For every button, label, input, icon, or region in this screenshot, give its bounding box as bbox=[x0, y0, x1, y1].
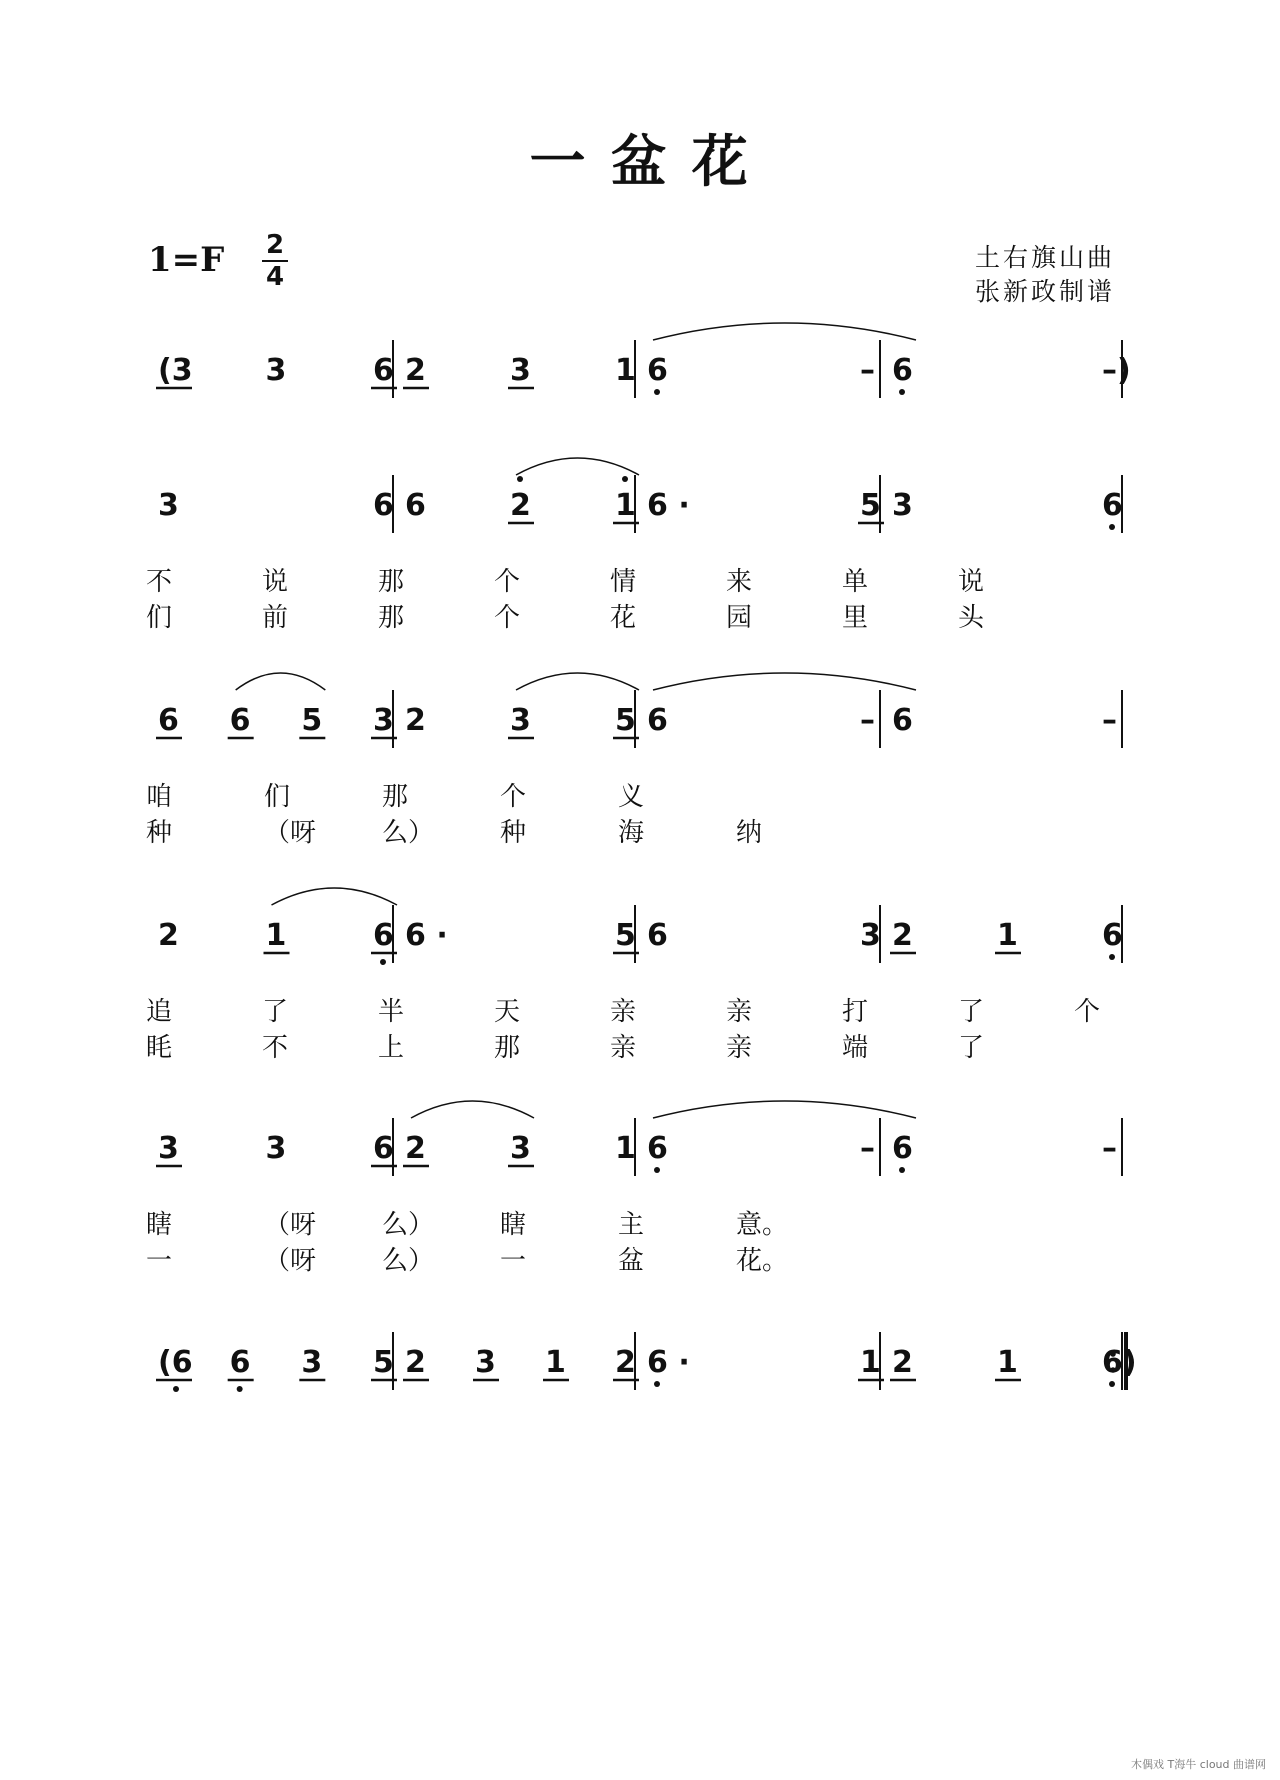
lyric-char: 天 bbox=[494, 997, 521, 1027]
note: (3 bbox=[158, 353, 193, 388]
lyric-char: 园 bbox=[726, 603, 753, 633]
composer-credit: 土右旗山曲 bbox=[975, 243, 1116, 272]
note: 1 bbox=[997, 1345, 1018, 1380]
note: 6 bbox=[647, 918, 668, 953]
slur bbox=[653, 323, 916, 340]
lyric-char: 们 bbox=[146, 603, 173, 633]
note: 6 bbox=[405, 488, 426, 523]
lyric-char: 前 bbox=[262, 603, 289, 633]
lyric-char: 那 bbox=[494, 1033, 521, 1063]
lyric-char: 亲 bbox=[610, 997, 637, 1027]
note: 3 bbox=[475, 1345, 496, 1380]
lyric-char: 亲 bbox=[726, 1033, 753, 1063]
note: 1 bbox=[615, 488, 636, 523]
note: 1 bbox=[615, 353, 636, 388]
slur bbox=[236, 673, 326, 690]
lyric-char: 不 bbox=[146, 567, 173, 597]
note: 6 bbox=[373, 488, 394, 523]
note: 2 bbox=[405, 1345, 426, 1380]
note: 3 bbox=[510, 353, 531, 388]
lyric-char: 花 bbox=[610, 603, 637, 633]
lyric-char: 那 bbox=[378, 603, 405, 633]
note: 2 bbox=[615, 1345, 636, 1380]
low-octave-dot bbox=[899, 389, 905, 395]
low-octave-dot bbox=[654, 389, 660, 395]
note: 2 bbox=[158, 918, 179, 953]
lyric-char: （呀 bbox=[264, 1246, 317, 1276]
note: 3 bbox=[158, 1131, 179, 1166]
note: 2 bbox=[510, 488, 531, 523]
note: 2 bbox=[405, 353, 426, 388]
time-signature-top: 2 bbox=[265, 230, 285, 260]
lyric-char: 个 bbox=[494, 603, 521, 633]
lyric-char: 花。 bbox=[736, 1246, 789, 1276]
lyric-char: 亲 bbox=[726, 997, 753, 1027]
lyric-char: 情 bbox=[610, 567, 637, 597]
note: 6 bbox=[647, 703, 668, 738]
lyric-char: 意。 bbox=[736, 1210, 789, 1240]
note: 2 bbox=[892, 1345, 913, 1380]
note: 3 bbox=[265, 1131, 287, 1166]
note: 6 · bbox=[647, 1345, 690, 1380]
time-signature-bottom: 4 bbox=[265, 262, 285, 292]
lyric-char: 说 bbox=[958, 567, 985, 597]
note: (6 bbox=[158, 1345, 193, 1380]
note: 5 bbox=[301, 703, 323, 738]
lyric-char: 单 bbox=[842, 567, 869, 597]
note: 6 bbox=[229, 703, 251, 738]
lyric-char: 么） bbox=[382, 1246, 435, 1276]
lyric-char: 追 bbox=[146, 997, 173, 1027]
lyric-char: 一 bbox=[500, 1246, 527, 1276]
lyric-char: 头 bbox=[958, 603, 985, 633]
note: 1 bbox=[615, 1131, 636, 1166]
lyric-char: 海 bbox=[618, 818, 645, 848]
note: 6 bbox=[1102, 488, 1123, 523]
lyric-char: 一 bbox=[146, 1246, 173, 1276]
low-octave-dot bbox=[1109, 524, 1115, 530]
low-octave-dot bbox=[173, 1386, 179, 1392]
note: 3 bbox=[301, 1345, 323, 1380]
lyric-char: 那 bbox=[378, 567, 405, 597]
slur bbox=[653, 673, 916, 690]
note: 3 bbox=[373, 703, 394, 738]
slur bbox=[516, 673, 639, 690]
lyric-char: 不 bbox=[262, 1033, 289, 1063]
lyric-char: 瞎 bbox=[500, 1210, 527, 1240]
lyric-char: 个 bbox=[1074, 997, 1101, 1027]
note: 3 bbox=[265, 353, 287, 388]
low-octave-dot bbox=[1109, 954, 1115, 960]
note: 3 bbox=[158, 488, 179, 523]
low-octave-dot bbox=[237, 1386, 243, 1392]
lyric-char: 半 bbox=[378, 997, 405, 1027]
page-title: 一 盆 花 bbox=[529, 129, 751, 195]
note: – bbox=[1102, 1131, 1117, 1166]
lyric-char: 了 bbox=[958, 1033, 985, 1063]
note: 3 bbox=[510, 1131, 531, 1166]
note: –) bbox=[1102, 353, 1131, 388]
note: 5 bbox=[860, 488, 881, 523]
lyric-char: 么） bbox=[382, 818, 435, 848]
key-signature: 1=F bbox=[148, 240, 225, 280]
lyric-char: 上 bbox=[378, 1033, 405, 1063]
slur bbox=[411, 1101, 534, 1118]
lyric-char: 咱 bbox=[146, 782, 173, 812]
note: 2 bbox=[405, 1131, 426, 1166]
note: 5 bbox=[615, 703, 636, 738]
lyric-char: 端 bbox=[842, 1033, 869, 1063]
note: 6 bbox=[892, 1131, 913, 1166]
low-octave-dot bbox=[1109, 1381, 1115, 1387]
lyric-char: 种 bbox=[146, 818, 173, 848]
low-octave-dot bbox=[654, 1167, 660, 1173]
lyric-char: 来 bbox=[726, 567, 753, 597]
note: – bbox=[860, 703, 875, 738]
lyric-char: 们 bbox=[264, 782, 291, 812]
note: 6 bbox=[373, 1131, 394, 1166]
low-octave-dot bbox=[380, 959, 386, 965]
low-octave-dot bbox=[654, 1381, 660, 1387]
note: – bbox=[860, 353, 875, 388]
low-octave-dot bbox=[899, 1167, 905, 1173]
lyric-char: 义 bbox=[618, 782, 645, 812]
note: 1 bbox=[265, 918, 287, 953]
lyric-char: （呀 bbox=[264, 1210, 317, 1240]
high-octave-dot bbox=[517, 476, 523, 482]
note: 5 bbox=[615, 918, 636, 953]
lyric-char: 纳 bbox=[736, 818, 763, 848]
note: 6 bbox=[892, 703, 913, 738]
lyric-char: 种 bbox=[500, 818, 527, 848]
high-octave-dot bbox=[622, 476, 628, 482]
lyric-char: （呀 bbox=[264, 818, 317, 848]
note: 2 bbox=[405, 703, 426, 738]
lyric-char: 亲 bbox=[610, 1033, 637, 1063]
note: 6 bbox=[158, 703, 179, 738]
note: – bbox=[1102, 703, 1117, 738]
lyric-char: 了 bbox=[958, 997, 985, 1027]
watermark: 木偶戏 T海牛 cloud 曲谱网 bbox=[1131, 1758, 1266, 1771]
lyric-char: 个 bbox=[500, 782, 527, 812]
note: 6 bbox=[373, 918, 394, 953]
note: 6 · bbox=[405, 918, 448, 953]
note: 1 bbox=[860, 1345, 881, 1380]
note: 6 bbox=[373, 353, 394, 388]
note: 3 bbox=[510, 703, 531, 738]
note: 3 bbox=[892, 488, 913, 523]
note: 5 bbox=[373, 1345, 394, 1380]
lyric-char: 眊 bbox=[146, 1033, 173, 1063]
lyric-char: 打 bbox=[842, 997, 869, 1027]
note: 6 bbox=[892, 353, 913, 388]
lyric-char: 说 bbox=[262, 567, 289, 597]
note: 1 bbox=[997, 918, 1018, 953]
note: 6 bbox=[1102, 918, 1123, 953]
arranger-credit: 张新政制谱 bbox=[975, 277, 1116, 306]
note: 6) bbox=[1102, 1345, 1137, 1380]
lyric-char: 那 bbox=[382, 782, 409, 812]
note: 6 bbox=[647, 1131, 668, 1166]
note: 3 bbox=[860, 918, 881, 953]
lyric-char: 么） bbox=[382, 1210, 435, 1240]
note: 6 · bbox=[647, 488, 690, 523]
lyric-char: 了 bbox=[262, 997, 289, 1027]
note: 2 bbox=[892, 918, 913, 953]
slur bbox=[653, 1101, 916, 1118]
lyric-char: 里 bbox=[842, 603, 869, 633]
note: 6 bbox=[647, 353, 668, 388]
note: 6 bbox=[229, 1345, 251, 1380]
slur bbox=[516, 458, 639, 475]
lyric-char: 主 bbox=[618, 1210, 645, 1240]
slur bbox=[272, 888, 398, 905]
lyric-char: 个 bbox=[494, 567, 521, 597]
lyric-char: 盆 bbox=[618, 1246, 645, 1276]
note: 1 bbox=[545, 1345, 566, 1380]
note: – bbox=[860, 1131, 875, 1166]
lyric-char: 瞎 bbox=[146, 1210, 173, 1240]
